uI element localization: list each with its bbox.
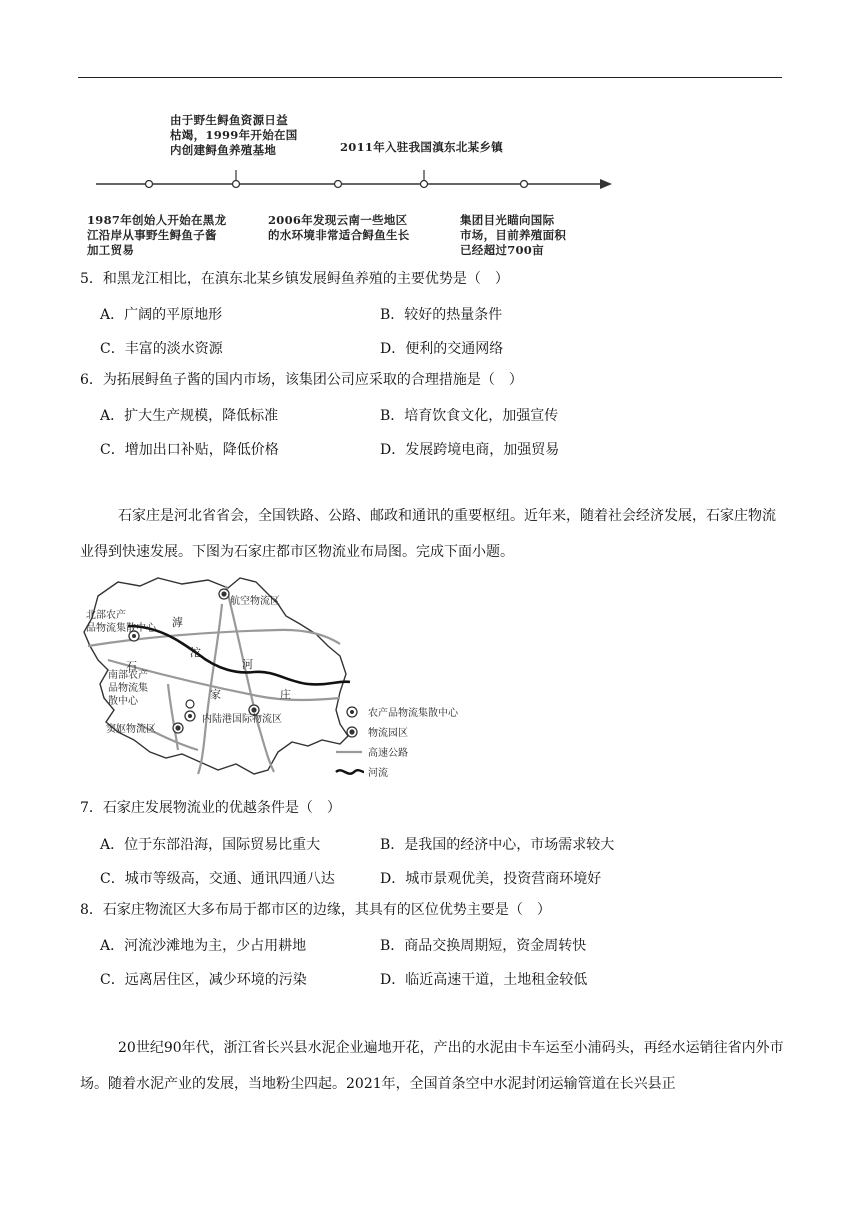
map-label-south-center-2: 品物流集 [108, 683, 148, 694]
timeline-event-2011: 2011年入驻我国滇东北某乡镇 [340, 140, 504, 154]
question-6-option-a[interactable]: A．扩大生产规模，降低标准 [100, 408, 279, 424]
question-6-option-d[interactable]: D．发展跨境电商，加强贸易 [380, 442, 560, 458]
question-5-option-c[interactable]: C．丰富的淡水资源 [100, 341, 223, 357]
legend-river: 河流 [368, 768, 388, 779]
air-logistics-marker [219, 589, 229, 599]
question-8-option-a[interactable]: A．河流沙滩地为主，少占用耕地 [100, 938, 307, 954]
dou-logistics-marker [173, 723, 183, 733]
question-8-option-d[interactable]: D．临近高速干道，土地租金较低 [380, 972, 588, 988]
map-label-air: 航空物流区 [230, 596, 280, 607]
timeline-event-now: 集团目光瞄向国际 市场，目前养殖面积 已经超过700亩 [460, 213, 567, 257]
map-label-zhuang: 庄 [280, 688, 291, 701]
question-6-option-b[interactable]: B．培育饮食文化，加强宣传 [380, 408, 559, 424]
question-7-option-d[interactable]: D．城市景观优美，投资营商环境好 [380, 871, 602, 887]
shijiazhuang-intro: 石家庄是河北省省会，全国铁路、公路、邮政和通讯的重要枢纽。近年来，随着社会经济发展，石家庄物流业得到快速发展。下图为石家庄都市区物流业布局图。完成下面小题。 [80, 508, 776, 560]
map-label-south-center-3: 散中心 [108, 696, 138, 707]
map-label-hu: 滹 [172, 616, 183, 629]
timeline-axis [90, 170, 620, 200]
map-label-inland: 内陆港国际物流区 [202, 714, 282, 725]
question-8-option-c[interactable]: C．远离居住区，减少环境的污染 [100, 972, 307, 988]
south-center-marker [185, 711, 195, 721]
map-label-shi: 石 [126, 660, 137, 673]
map-label-jia: 家 [210, 688, 221, 701]
map-label-he: 河 [242, 658, 253, 671]
map-legend [336, 706, 459, 779]
question-5-stem: 5．和黑龙江相比，在滇东北某乡镇发展鲟鱼养殖的主要优势是（ ） [80, 271, 509, 287]
question-5-option-a[interactable]: A．广阔的平原地形 [100, 307, 223, 323]
map-label-south-center-1: 南部农产 [108, 670, 148, 681]
question-7-option-c[interactable]: C．城市等级高，交通、通讯四通八达 [100, 871, 335, 887]
timeline-event-1999: 由于野生鲟鱼资源日益 枯竭，1999年开始在国 内创建鲟鱼养殖基地 [170, 113, 298, 157]
timeline-event-2006: 2006年发现云南一些地区 的水环境非常适合鲟鱼生长 [268, 213, 410, 242]
map-label-north-center-2: 品物流集散中心 [86, 623, 156, 634]
question-8-option-b[interactable]: B．商品交换周期短，资金周转快 [380, 938, 587, 954]
map-label-north-center-1: 北部农产 [86, 610, 126, 621]
map-label-tuo: 沱 [190, 646, 201, 659]
changxing-intro: 20世纪90年代，浙江省长兴县水泥企业遍地开花，产出的水泥由卡车运至小浦码头，再经水运销往省内外市场。随着水泥产业的发展，当地粉尘四起。2021年，全国首条空中水泥封闭运输管道在长兴县正 [80, 1040, 784, 1092]
legend-logistics-park: 物流园区 [368, 728, 408, 739]
question-6-stem: 6．为拓展鲟鱼子酱的国内市场，该集团公司应采取的合理措施是（ ） [80, 372, 523, 388]
question-7-option-a[interactable]: A．位于东部沿海，国际贸易比重大 [100, 837, 321, 853]
timeline-event-1987: 1987年创始人开始在黑龙 江沿岸从事野生鲟鱼子酱 加工贸易 [87, 213, 227, 257]
question-8-stem: 8．石家庄物流区大多布局于都市区的边缘，其具有的区位优势主要是（ ） [80, 902, 551, 918]
question-7-option-b[interactable]: B．是我国的经济中心，市场需求较大 [380, 837, 615, 853]
legend-farm-center: 农产品物流集散中心 [368, 708, 458, 719]
map-label-dou: 窦妪物流区 [106, 724, 156, 735]
mid-center-marker [186, 700, 194, 708]
legend-highway: 高速公路 [368, 748, 408, 759]
question-6-option-c[interactable]: C．增加出口补贴，降低价格 [100, 442, 279, 458]
question-5-option-d[interactable]: D．便利的交通网络 [380, 341, 504, 357]
shijiazhuang-logistics-map [78, 574, 478, 784]
question-7-stem: 7．石家庄发展物流业的优越条件是（ ） [80, 800, 341, 816]
header-rule [78, 77, 782, 78]
question-5-option-b[interactable]: B．较好的热量条件 [380, 307, 503, 323]
